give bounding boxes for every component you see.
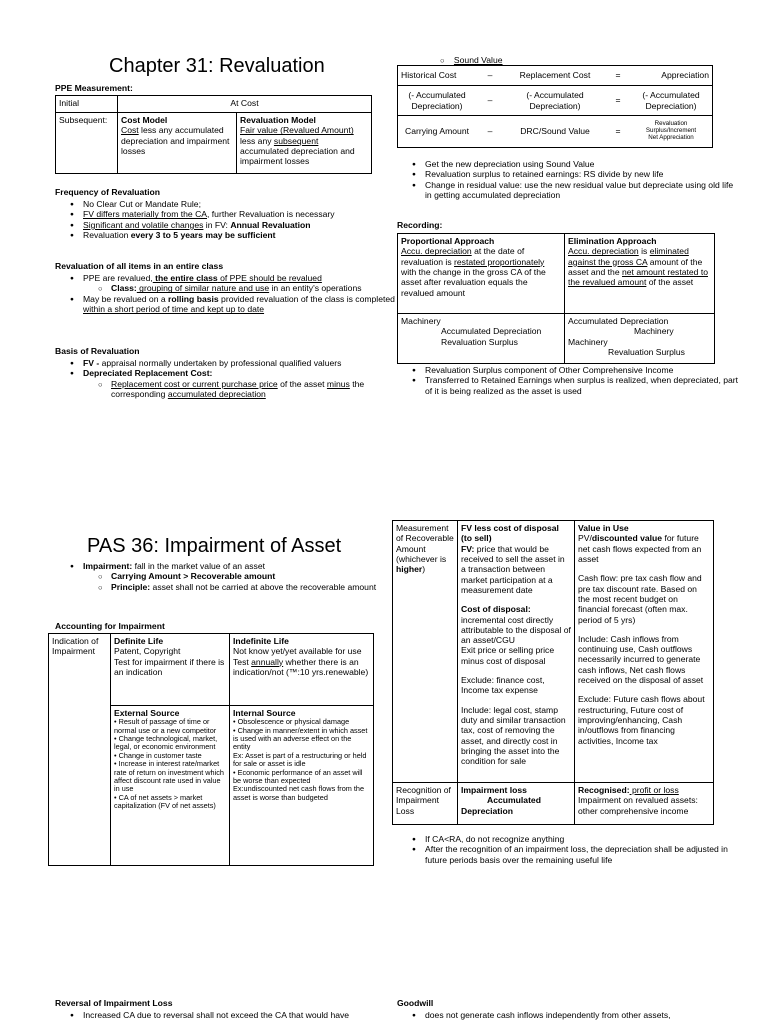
- prop-t1: at the date of revaluation is: [401, 246, 525, 267]
- should-be-revalued: of PPE should be revalued: [217, 273, 322, 283]
- elim-accu-dep: Accu. depreciation: [568, 246, 639, 257]
- replacement-cost: Replacement Cost: [504, 66, 606, 86]
- paren-close: ): [422, 564, 426, 575]
- sound-value-bullets: [397, 159, 735, 201]
- recording-table: [397, 233, 715, 364]
- rolling-basis: rolling basis: [168, 293, 219, 304]
- fv-label: FV:: [461, 543, 475, 554]
- elimination-approach-cell: [565, 234, 715, 314]
- goodwill-heading: Goodwill: [397, 998, 434, 1008]
- prop-t2: with the change in the gross CA of the asset after revaluation equals the revalued amount: [401, 266, 546, 298]
- entry-debit: Machinery: [568, 336, 608, 347]
- class-rest: in an entity's operations: [269, 283, 362, 294]
- drc-label: Depreciated Replacement Cost:: [83, 368, 213, 379]
- prop-restated: restated proportionately: [454, 256, 545, 267]
- list-item: [83, 220, 403, 230]
- revalued-assets-text: Impairment on revalued assets: other comprehensive income: [578, 795, 698, 816]
- discounted-value: discounted value: [591, 533, 663, 544]
- corresponding: the corresponding: [111, 378, 365, 400]
- list-item: [83, 230, 403, 240]
- indefinite-life-cell: [230, 634, 374, 706]
- reversal-list: [55, 1010, 413, 1020]
- list-item: [111, 582, 403, 592]
- all-items-heading: Revaluation of all items in an entire class: [55, 261, 224, 271]
- basis-heading: Basis of Revaluation: [55, 346, 140, 356]
- equals-sign: =: [606, 86, 630, 116]
- frequency-heading: Frequency of Revaluation: [55, 187, 161, 197]
- list-item: [83, 294, 403, 315]
- initial-label: Initial: [56, 96, 118, 113]
- sub-list: [83, 379, 403, 400]
- impairment-def: fall in the market value of an asset: [132, 561, 265, 571]
- recording-heading: Recording:: [397, 220, 443, 230]
- minus-sign: –: [476, 66, 504, 86]
- internal-source-cell: [230, 706, 374, 866]
- pas36-title: PAS 36: Impairment of Asset: [87, 535, 342, 557]
- internal-source-text: • Obsolescence or physical damage • Change in manner/extent in which asset is used with an adverse effect on the entity Ex: Asset is part of a restructuring or held for sale or asset is idle • Economic performance of an asset will be worse than expected Ex:undiscounted net cash flows from the asset is worse than budgeted: [233, 717, 368, 802]
- indefinite-life-title: Indefinite Life: [233, 636, 289, 646]
- revaluation-model-cell: [237, 113, 372, 174]
- accum-dep-3: (- Accumulated Depreciation): [630, 86, 713, 116]
- fv-label: FV -: [83, 358, 100, 368]
- viu-exclude: Exclude: Future cash flows about restructuring, Future cost of improving/enhancing, Cash in/outflows from financing activities, Income tax: [578, 694, 705, 746]
- goodwill-list: [397, 1010, 745, 1020]
- subsequent-text: subsequent: [273, 135, 319, 146]
- of-asset: of the asset: [277, 378, 327, 389]
- internal-source-title: Internal Source: [233, 708, 296, 718]
- minus-sign: –: [476, 86, 504, 116]
- entry-credit: Machinery: [634, 326, 674, 337]
- revaluation-text: Revaluation: [83, 230, 131, 241]
- entry-credit: Revaluation Surplus: [441, 336, 518, 347]
- sub-list: [83, 283, 403, 293]
- viu-t1: PV/: [578, 533, 592, 544]
- principle-text: asset shall not be carried at above the recoverable amount: [150, 581, 377, 592]
- entry-credit: Accumulated Depreciation: [441, 326, 542, 337]
- impairment-loss-cell: [458, 783, 575, 825]
- equals-sign: =: [606, 66, 630, 86]
- list-item: ● No Clear Cut or Mandate Rule;: [83, 199, 403, 209]
- cod-include: Include: legal cost, stamp duty and similar transaction tax, cost of removing the asset, and directly cost in bringing the asset into the condition for sale: [461, 704, 566, 767]
- viu-t2: for future net cash flows expected from an asset: [578, 533, 702, 564]
- list-item: ● Revaluation Surplus component of Other Comprehensive Income: [425, 365, 743, 375]
- minus-text: minus: [326, 378, 350, 389]
- class-def: grouping of similar nature and use: [136, 283, 270, 294]
- impairment-indication-table: [48, 633, 374, 866]
- definite-life-cell: [111, 634, 230, 706]
- cost-of-disposal-title: Cost of disposal:: [461, 604, 531, 615]
- rolling-end: within a short period of time and kept up to date: [83, 304, 265, 315]
- appreciation: Appreciation: [630, 66, 713, 86]
- accum-dep-2: (- Accumulated Depreciation): [504, 86, 606, 116]
- list-item: [111, 379, 403, 400]
- list-item: [83, 209, 403, 219]
- sound-value-line: [440, 55, 503, 65]
- reversal-heading: Reversal of Impairment Loss: [55, 998, 173, 1008]
- accum-dep-credit: Accumulated Depreciation: [461, 795, 541, 816]
- sound-value-text: Sound Value: [453, 55, 503, 65]
- fair-value-text: Fair value (Revalued Amount): [240, 125, 354, 136]
- definite-life-title: Definite Life: [114, 636, 164, 646]
- cod-exclude: Exclude: finance cost, Income tax expense: [461, 675, 545, 696]
- carrying-amount: Carrying Amount: [398, 116, 477, 148]
- cost-model-cell: [118, 113, 237, 174]
- revaluation-model-title: Revaluation Model: [240, 115, 316, 125]
- every-3-5-years: every 3 to 5 years may be sufficient: [130, 230, 276, 241]
- revaluation-surplus-cell: Revaluation Surplus/Increment Net Appreciation: [630, 116, 713, 148]
- fv-less-cost-title: FV less cost of disposal (to sell): [461, 523, 559, 544]
- recognised-cell: [575, 783, 714, 825]
- impairment-list: [55, 561, 403, 592]
- elim-t2: amount of the asset and the: [568, 256, 703, 277]
- initial-value: At Cost: [118, 96, 372, 113]
- list-item: [83, 273, 403, 294]
- recognition-bullets: [397, 834, 743, 865]
- ppe-revalued: PPE are revalued,: [83, 273, 153, 283]
- list-item: ● Increased CA due to reversal shall not exceed the CA that would have: [83, 1010, 413, 1020]
- class-label: Class:: [111, 283, 137, 294]
- list-item: ● If CA<RA, do not recognize anything: [425, 834, 743, 844]
- less-any-text: less any: [240, 135, 274, 146]
- elimination-entry: [565, 314, 715, 364]
- cost-model-text: less any accumulated depreciation and impairment losses: [121, 125, 230, 156]
- chapter-31-title: Chapter 31: Revaluation: [109, 55, 325, 77]
- list-item: ● Change in residual value: use the new residual value but depreciate using old life in getting accumulated depreciation: [425, 180, 735, 201]
- accounting-heading: Accounting for Impairment: [55, 621, 165, 631]
- annually: annually: [251, 656, 284, 667]
- list-item: [111, 571, 403, 581]
- ppe-measurement-table: [55, 95, 372, 174]
- indef-t2: whether there is an indication/not (™:10 yrs.renewable): [233, 656, 369, 677]
- indef-t1: Not know yet/yet available for use Test: [233, 646, 362, 667]
- accum-text: accumulated depreciation and impairment losses: [240, 145, 355, 167]
- impairment-label: Impairment:: [83, 561, 133, 571]
- entry-credit: Revaluation Surplus: [608, 346, 685, 357]
- measurement-text: Measurement of Recoverable Amount (whichever is: [396, 523, 454, 564]
- all-items-list: [55, 273, 403, 315]
- viu-cash-flow: Cash flow: pre tax cash flow and pre tax discount rate. Based on the most recent budget on financial forecast (often max. period of 5 yrs): [578, 573, 702, 625]
- subsequent-label: Subsequent:: [56, 113, 118, 174]
- fv-differs: FV differs materially from the CA: [83, 209, 208, 220]
- entry-debit: Machinery: [401, 316, 441, 326]
- ca-greater-ra: Carrying Amount > Recoverable amount: [111, 571, 276, 582]
- rolling-mid: provided revaluation of the class is completed: [218, 293, 395, 304]
- elimination-title: Elimination Approach: [568, 236, 657, 246]
- list-item: [83, 358, 403, 368]
- external-source-text: • Result of passage of time or normal use or a new competitor • Change technological, market, legal, or economic environment • Change in customer taste • Increase in interest rate/market rate of return on investment which affect discount rate used in value in use • CA of net assets > market capitalization (FV of net assets): [114, 717, 224, 811]
- impairment-loss-title: Impairment loss: [461, 785, 527, 795]
- fv-differs-rest: , further Revaluation is necessary: [207, 209, 335, 220]
- external-source-cell: [111, 706, 230, 866]
- fv-def: price that would be received to sell the asset in a transaction between market participation at a measurement date: [461, 543, 565, 595]
- elim-t1: is: [638, 246, 650, 257]
- basis-list: [55, 358, 403, 400]
- ppe-measurement-heading: PPE Measurement:: [55, 83, 133, 93]
- frequency-list: [55, 199, 403, 241]
- profit-or-loss: profit or loss: [629, 785, 679, 795]
- entry-debit: Accumulated Depreciation: [568, 316, 669, 326]
- replacement-cost: Replacement cost or current purchase price: [111, 378, 278, 389]
- in-fv: in FV:: [203, 219, 231, 230]
- sub-list: [83, 571, 403, 592]
- viu-include: Include: Cash inflows from continuing use, Cash outflows necessarily incurred to generate cash inflows, Net cash flows received on the disposal of asset: [578, 633, 704, 686]
- indication-label: Indication of Impairment: [49, 634, 111, 866]
- proportional-title: Proportional Approach: [401, 236, 495, 246]
- cost-of-disposal-text: incremental cost directly attributable to the disposal of an asset/CGU Exit price or selling price minus cost of disposal: [461, 614, 571, 666]
- list-item: ● Transferred to Retained Earnings when surplus is realized, when depreciated, part of it is being realized as the asset is used: [425, 375, 743, 396]
- annual-revaluation: Annual Revaluation: [230, 219, 311, 230]
- fv-less-cost-cell: [458, 521, 575, 783]
- list-item: ● does not generate cash inflows independently from other assets,: [425, 1010, 745, 1020]
- elim-net: net amount restated to the revalued amount: [568, 266, 708, 288]
- drc-sound-value: DRC/Sound Value: [504, 116, 606, 148]
- prop-accu-dep: Accu. depreciation: [401, 246, 472, 257]
- elim-t3: of the asset: [646, 277, 694, 288]
- fv-def: appraisal normally undertaken by professional qualified valuers: [99, 358, 342, 368]
- proportional-entry: [398, 314, 565, 364]
- proportional-approach-cell: [398, 234, 565, 314]
- equals-sign: =: [606, 116, 630, 148]
- list-item: ● Get the new depreciation using Sound Value: [425, 159, 735, 169]
- cost-underlined: Cost: [121, 125, 139, 136]
- recoverable-amount-table: [392, 520, 714, 825]
- value-in-use-title: Value in Use: [578, 523, 629, 533]
- definite-life-text: Patent, Copyright Test for impairment if there is an indication: [114, 646, 225, 677]
- minus-sign: –: [476, 116, 504, 148]
- historical-cost: Historical Cost: [398, 66, 477, 86]
- accum-dep-1: (- Accumulated Depreciation): [398, 86, 477, 116]
- value-in-use-cell: [575, 521, 714, 783]
- rolling-pre: May be revalued on a: [83, 293, 169, 304]
- list-item: [83, 561, 403, 592]
- significant-changes: Significant and volatile changes: [83, 219, 204, 230]
- recognised-label: Recognised:: [578, 785, 630, 795]
- list-item: ● Revaluation surplus to retained earnings: RS divide by new life: [425, 169, 735, 179]
- external-source-title: External Source: [114, 708, 180, 718]
- measurement-label: [393, 521, 458, 783]
- circle-bullet-icon: ○: [440, 56, 445, 65]
- entire-class: the entire class: [152, 273, 218, 283]
- recording-bullets: [397, 365, 743, 396]
- list-item: ● After the recognition of an impairment loss, the depreciation shall be adjusted in future periods basis over the remaining useful life: [425, 844, 743, 865]
- recognition-label: Recognition of Impairment Loss: [393, 783, 458, 825]
- principle-label: Principle:: [111, 581, 151, 592]
- list-item: [111, 283, 403, 293]
- sound-value-table: [397, 65, 713, 148]
- accum-dep: accumulated depreciation: [167, 389, 266, 400]
- cost-model-title: Cost Model: [121, 115, 168, 125]
- elim-against: eliminated against the gross CA: [568, 246, 689, 267]
- higher-text: higher: [396, 564, 423, 575]
- list-item: [83, 368, 403, 399]
